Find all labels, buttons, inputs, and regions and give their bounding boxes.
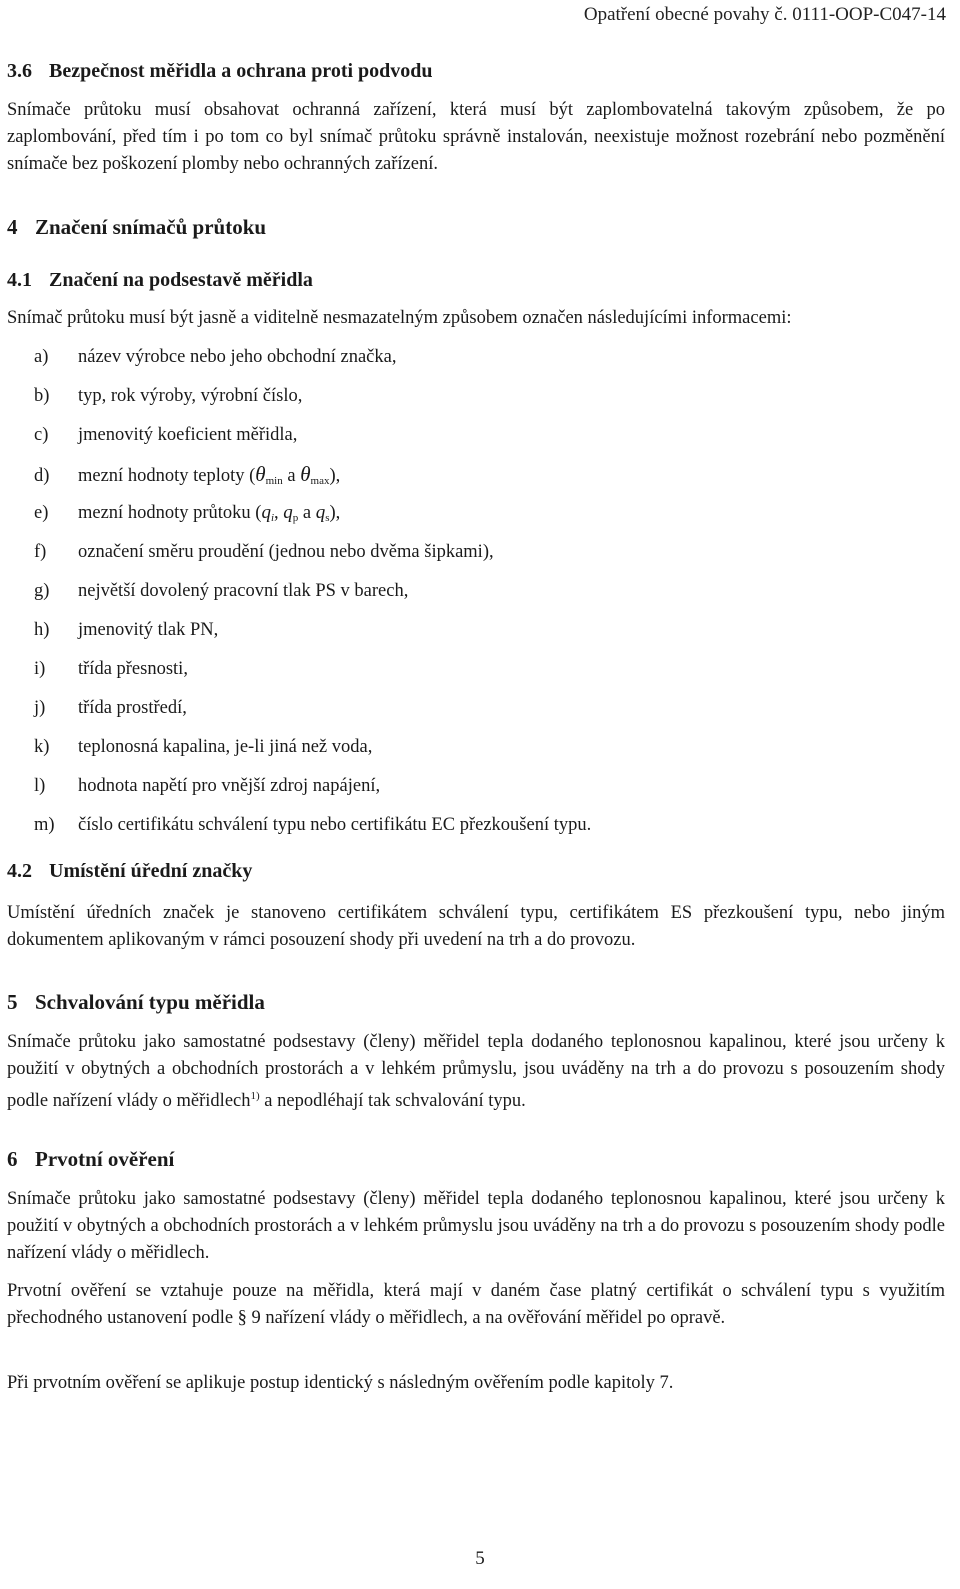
item-text: jmenovitý tlak PN, <box>78 620 219 640</box>
section-title: Schvalování typu měřidla <box>35 990 265 1014</box>
item-label: a) <box>34 347 49 367</box>
item-text: hodnota napětí pro vnější zdroj napájení, <box>78 776 381 796</box>
list-item-e <box>34 498 934 537</box>
item-label: d) <box>34 466 50 486</box>
theta-symbol: θ <box>300 462 311 486</box>
section-6-paragraph-1: Snímače průtoku jako samostatné podsestavy (členy) měřidel tepla dodaného teplonosnou kapalinou, které jsou určeny k použití v obytných a obchodních prostorách a v lehkém průmyslu jsou uváděny na trh a do provozu s posouzením shody podle nařízení vlády o měřidlech. <box>7 1189 945 1263</box>
section-6-paragraph-3: Při prvotním ověření se aplikuje postup identický s následným ověřením podle kapitoly 7. <box>7 1373 674 1393</box>
item-text: teplonosná kapalina, je-li jiná než voda, <box>78 737 373 757</box>
section-title: Značení snímačů průtoku <box>35 215 267 239</box>
item-label: g) <box>34 581 50 601</box>
item-text: největší dovolený pracovní tlak PS v barech, <box>78 581 409 601</box>
item-text: třída přesnosti, <box>78 659 188 679</box>
list-item-l <box>34 771 934 810</box>
section-3-6-paragraph: Snímače průtoku musí obsahovat ochranná zařízení, která musí být zaplombovatelná takovým způsobem, že po zaplombování, před tím i po tom co byl snímač průtoku správně instalován, neexistuje možnost rozebrání nebo pozměnění snímače bez poškození plomby nebo ochranných zařízení. <box>7 100 945 174</box>
item-label: m) <box>34 815 55 835</box>
section-6-heading <box>7 1147 174 1172</box>
section-number: 3.6 <box>7 60 32 82</box>
section-4-2-heading <box>7 860 252 883</box>
section-number: 4.2 <box>7 860 32 882</box>
section-title: Bezpečnost měřidla a ochrana proti podvodu <box>49 60 433 82</box>
item-text: jmenovitý koeficient měřidla, <box>78 425 298 445</box>
section-4-1-heading <box>7 269 313 292</box>
list-item-i <box>34 654 934 693</box>
item-text: třída prostředí, <box>78 698 187 718</box>
item-text: typ, rok výroby, výrobní číslo, <box>78 386 303 406</box>
section-5-heading <box>7 990 265 1015</box>
item-label: k) <box>34 737 50 757</box>
marking-list <box>34 342 934 849</box>
list-item-j <box>34 693 934 732</box>
list-item-k <box>34 732 934 771</box>
item-label: l) <box>34 776 46 796</box>
item-text: mezní hodnoty průtoku ($q_i$, $q_p$ a $q_s$), <box>78 502 341 524</box>
page-number: 5 <box>475 1548 485 1569</box>
list-item-b <box>34 381 934 420</box>
item-text: číslo certifikátu schválení typu nebo certifikátu EC přezkoušení typu. <box>78 815 592 835</box>
item-text: označení směru proudění (jednou nebo dvěma šipkami), <box>78 542 494 562</box>
section-4-1-intro: Snímač průtoku musí být jasně a viditelně nesmazatelným způsobem označen následujícími informacemi: <box>7 308 792 328</box>
item-label: c) <box>34 425 49 445</box>
list-item-f <box>34 537 934 576</box>
section-6-paragraph-2: Prvotní ověření se vztahuje pouze na měřidla, která mají v daném čase platný certifikát o schválení typu s využitím přechodného ustanovení podle § 9 nařízení vlády o měřidlech, a na ověřování měřidel po opravě. <box>7 1281 945 1328</box>
section-4-heading <box>7 215 266 240</box>
section-number: 6 <box>7 1147 18 1171</box>
item-label: h) <box>34 620 50 640</box>
section-title: Značení na podsestavě měřidla <box>49 269 313 291</box>
section-number: 4.1 <box>7 269 32 291</box>
item-label: b) <box>34 386 50 406</box>
list-item-c <box>34 420 934 459</box>
list-item-d <box>34 459 934 498</box>
document-header: Opatření obecné povahy č. 0111-OOP-C047-14 <box>583 4 946 25</box>
item-label: e) <box>34 503 49 523</box>
item-text: mezní hodnoty teploty ($\theta_{min}$ a $\theta_{max}$), <box>78 462 341 487</box>
section-title: Umístění úřední značky <box>49 860 253 882</box>
list-item-g <box>34 576 934 615</box>
list-item-m <box>34 810 934 849</box>
section-number: 4 <box>7 215 18 239</box>
section-title: Prvotní ověření <box>35 1147 175 1171</box>
list-item-a <box>34 342 934 381</box>
footnote-marker: 1) <box>250 1090 260 1102</box>
list-item-h <box>34 615 934 654</box>
section-number: 5 <box>7 990 18 1014</box>
item-text: název výrobce nebo jeho obchodní značka, <box>78 347 397 367</box>
item-label: f) <box>34 542 47 562</box>
section-3-6-heading <box>7 60 433 83</box>
section-5-paragraph: Snímače průtoku jako samostatné podsestavy (členy) měřidel tepla dodaného teplonosnou kapalinou, které jsou určeny k použití v obytných a obchodních prostorách a v lehkém průmyslu, jsou uváděny na trh a do provozu s posouzením shody podle nařízení vlády o měřidlech$^{1)}$ a nepodléhají tak schvalování typu. <box>7 1032 945 1111</box>
theta-symbol: θ <box>255 462 266 486</box>
section-4-2-paragraph: Umístění úředních značek je stanoveno certifikátem schválení typu, certifikátem ES přezkoušení typu, nebo jiným dokumentem aplikovaným v rámci posouzení shody při uvedení na trh a do provozu. <box>7 903 945 950</box>
item-label: i) <box>34 659 46 679</box>
item-label: j) <box>34 698 46 718</box>
